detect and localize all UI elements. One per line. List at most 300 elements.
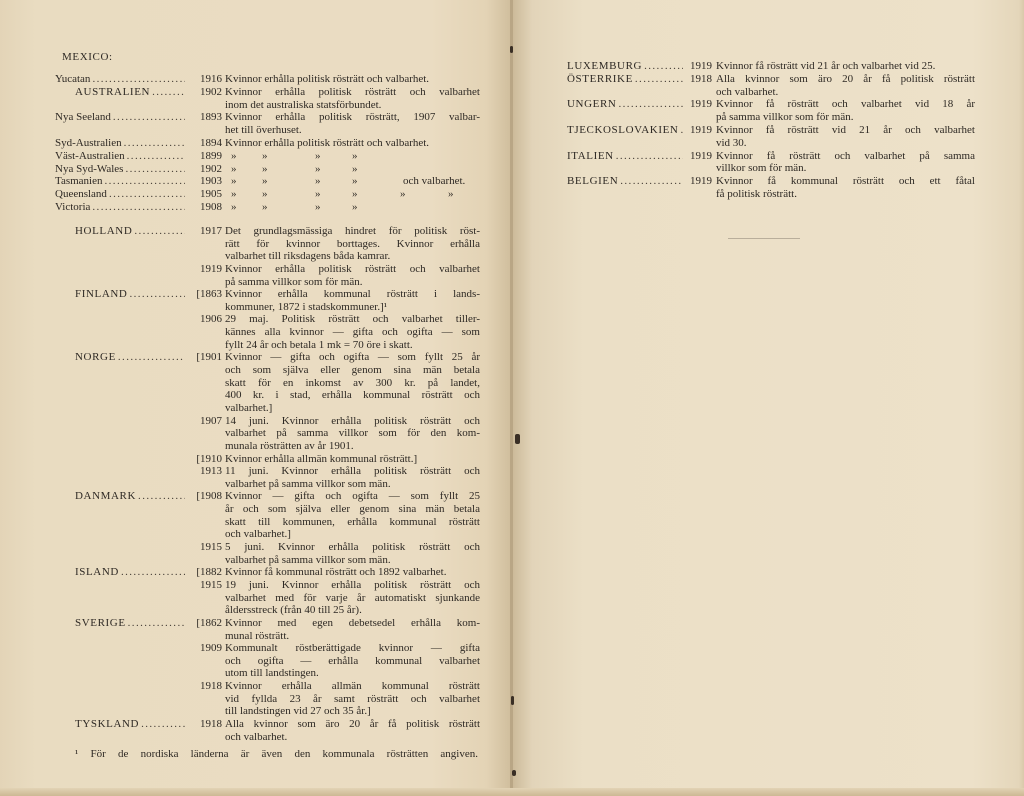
- label-cell: [55, 566, 188, 579]
- entry-text-line: Kvinnor erhålla allmän kommunal rösträtt.]: [225, 452, 418, 465]
- label-cell: [567, 175, 686, 188]
- entry-continuation-row: [55, 99, 480, 112]
- ditto-mark: »: [352, 175, 358, 188]
- dot-leader: [127, 150, 185, 163]
- year: 1909: [200, 642, 222, 655]
- entry-text-line: rätt för kvinnor borttages. Kvinnor erhålla: [225, 237, 480, 250]
- entry-text-line: het till överhuset.: [225, 124, 302, 137]
- entry-text-line: Kvinnor få rösträtt vid 21 år och valbarhet: [716, 123, 975, 136]
- entry-text-line: [225, 163, 480, 176]
- dot-leader: [635, 73, 683, 86]
- label-cell: [55, 427, 188, 440]
- region-name: Väst-Australien: [55, 149, 125, 162]
- label-cell: [567, 137, 686, 150]
- entry-row: [567, 73, 975, 86]
- entry-row: [55, 111, 480, 124]
- entry-continuation-row: [567, 162, 975, 175]
- year: [188, 238, 222, 251]
- label-cell: [55, 389, 188, 402]
- entry-continuation-row: [55, 655, 480, 668]
- label-cell: [55, 617, 188, 630]
- country-name: FINLAND: [75, 288, 128, 301]
- year: [188, 250, 222, 263]
- label-cell: [55, 377, 188, 390]
- country-name: TYSKLAND: [75, 717, 140, 730]
- entry-text-line: Alla kvinnor som äro 20 år få politisk rösträtt: [225, 717, 480, 730]
- label-cell: [55, 440, 188, 453]
- entry-text-line: 5 juni. Kvinnor erhålla politisk rösträtt och: [225, 541, 480, 554]
- label-cell: [55, 693, 188, 706]
- year: [188, 301, 222, 314]
- year: 1894: [200, 136, 222, 149]
- entry-row: [55, 86, 480, 99]
- entry-text-line: 14 juni. Kvinnor erhålla politisk rösträtt och: [225, 414, 480, 427]
- entry-text-line: vid 30.: [716, 136, 747, 149]
- entry-text-line: valbarhet till riksdagens båda kamrar.: [225, 250, 391, 263]
- entry-text-line: kännes alla kvinnor — gifta och ogifta — som: [225, 326, 480, 339]
- ditto-mark: »: [400, 188, 406, 201]
- year: 1916: [200, 73, 222, 85]
- entry-text-line: valbarhet på samma villkor som män.: [225, 477, 391, 490]
- entry-text-line: 400 kr. i stad, erhålla kommunal rösträtt och: [225, 389, 480, 402]
- country-name: TJECKOSLOVAKIEN: [567, 123, 679, 136]
- ditto-mark: »: [315, 188, 321, 201]
- ditto-mark: »: [315, 162, 321, 175]
- entry-row: [55, 680, 480, 693]
- ditto-mark: »: [315, 149, 321, 162]
- label-cell: [55, 276, 188, 289]
- entry-text-line: Kvinnor erhålla politisk rösträtt och valbarhet.: [225, 73, 430, 85]
- label-cell: [55, 503, 188, 516]
- label-cell: [55, 313, 188, 326]
- entry-text-tail: och valbarhet.: [403, 175, 466, 188]
- entry-continuation-row: [55, 667, 480, 680]
- label-cell: [55, 490, 188, 503]
- entry-text-line: 11 juni. Kvinnor erhålla politisk rösträtt och: [225, 465, 480, 478]
- entry-text-line: Kvinnor få rösträtt och valbarhet på samma: [716, 149, 975, 162]
- entry-text-line: Kvinnor få kommunal rösträtt och ett fåtal: [716, 175, 975, 188]
- year: [188, 604, 222, 617]
- entry-text-line: valbarhet på samma villkor som för den kom-: [225, 427, 480, 440]
- label-cell: [55, 516, 188, 529]
- dot-leader: [141, 718, 185, 731]
- label-cell: [55, 326, 188, 339]
- entry-text-line: Kommunalt röstberättigade kvinnor — gifta: [225, 642, 480, 655]
- entry-text-line: på samma villkor som för män.: [716, 111, 854, 124]
- region-name: Victoria: [55, 200, 91, 213]
- entry-text-line: på samma villkor som för män.: [225, 275, 363, 288]
- label-cell: [55, 99, 188, 112]
- entry-continuation-row: [55, 402, 480, 415]
- year: [188, 276, 222, 289]
- entry-text-line: valbarhet.]: [225, 401, 273, 414]
- entry-continuation-row: [55, 440, 480, 453]
- year: [188, 630, 222, 643]
- year: [188, 528, 222, 541]
- year: [188, 99, 222, 112]
- country-name: ISLAND: [75, 566, 119, 579]
- dot-leader: [124, 137, 185, 150]
- label-cell: [567, 98, 686, 111]
- label-cell: [55, 250, 188, 263]
- year: 1915: [200, 541, 222, 554]
- label-cell: [55, 111, 188, 124]
- year: 1899: [200, 149, 222, 162]
- year: [188, 554, 222, 567]
- year: 1918: [200, 717, 222, 730]
- entry-text-line: Kvinnor — gifta och ogifta — som fyllt 25 år: [225, 351, 480, 364]
- entry-continuation-row: [55, 528, 480, 541]
- country-name: AUSTRALIEN: [75, 85, 151, 98]
- dot-leader: [118, 351, 185, 364]
- year: 1908: [200, 200, 222, 213]
- entry-text-line: utom till landstingen.: [225, 667, 319, 680]
- entry-continuation-row: [55, 731, 480, 744]
- entry-text-line: Alla kvinnor som äro 20 år få politisk rösträtt: [716, 72, 975, 85]
- entry-row: [55, 263, 480, 276]
- region-heading: MEXICO:: [62, 51, 113, 63]
- entry-row: [55, 313, 480, 326]
- year: 1902: [200, 162, 222, 175]
- region-name: Nya Seeland: [55, 111, 111, 124]
- binding-mark: [512, 770, 516, 776]
- year: 1903: [200, 175, 222, 188]
- entries-list: [55, 225, 480, 743]
- year: [686, 188, 712, 201]
- label-cell: [55, 554, 188, 567]
- entry-row: [55, 453, 480, 466]
- dot-leader: [113, 111, 185, 124]
- label-cell: [567, 60, 686, 73]
- entry-row: [55, 175, 480, 188]
- entry-text-line: Kvinnor erhålla allmän kommunal rösträtt: [225, 680, 480, 693]
- entry-row: [55, 465, 480, 478]
- label-cell: [567, 150, 686, 163]
- label-cell: [55, 592, 188, 605]
- entry-text-line: munala rösträtten av år 1901.: [225, 439, 354, 452]
- label-cell: [55, 201, 188, 214]
- entry-text-line: valbarhet på samma villkor som män.: [225, 553, 391, 566]
- entry-text-line: Kvinnor erhålla politisk rösträtt, 1907 valbar-: [225, 111, 480, 124]
- year: [686, 162, 712, 175]
- entry-text-line: och ogifta — erhålla kommunal valbarhet: [225, 654, 480, 667]
- entries-list: [567, 60, 975, 201]
- label-cell: [55, 263, 188, 276]
- label-cell: [567, 111, 686, 124]
- year: [188, 402, 222, 415]
- entry-continuation-row: [55, 250, 480, 263]
- label-cell: [55, 73, 188, 86]
- label-cell: [55, 705, 188, 718]
- dot-leader: [128, 617, 185, 630]
- entry-text-line: Kvinnor erhålla kommunal rösträtt i lands-: [225, 288, 480, 301]
- entry-continuation-row: [55, 604, 480, 617]
- label-cell: [55, 137, 188, 150]
- dot-leader: [121, 566, 185, 579]
- region-name: Yucatan: [55, 73, 91, 85]
- dot-leader: [129, 288, 185, 301]
- entry-continuation-row: [55, 301, 480, 314]
- entry-continuation-row: [55, 124, 480, 137]
- ditto-mark: »: [262, 149, 268, 162]
- year: 1907: [200, 414, 222, 427]
- entry-continuation-row: [55, 693, 480, 706]
- entry-continuation-row: [567, 188, 975, 201]
- entry-text-line: vid fyllda 23 år samt rösträtt och valbarhet: [225, 692, 480, 705]
- year: [188, 377, 222, 390]
- entry-continuation-row: [55, 427, 480, 440]
- entry-row: [55, 188, 480, 201]
- entry-text-line: Kvinnor erhålla politisk rösträtt och valbarhet: [225, 262, 480, 275]
- label-cell: [55, 465, 188, 478]
- entry-text-line: skatt till kommunen, erhålla kommunal rösträtt: [225, 515, 480, 528]
- entry-continuation-row: [567, 86, 975, 99]
- ditto-mark: »: [352, 162, 358, 175]
- label-cell: [567, 73, 686, 86]
- entry-text-line: Kvinnor — gifta och ogifta — som fyllt 25: [225, 490, 480, 503]
- dot-leader: [138, 490, 185, 503]
- label-cell: [567, 86, 686, 99]
- label-cell: [55, 351, 188, 364]
- entry-row: [55, 288, 480, 301]
- year: [188, 655, 222, 668]
- dot-leader: [92, 201, 185, 214]
- ditto-mark: »: [352, 200, 358, 213]
- binding-mark: [510, 46, 513, 53]
- entry-row: [567, 175, 975, 188]
- entry-row: [55, 201, 480, 214]
- entry-row: [567, 60, 975, 73]
- entry-row: [567, 150, 975, 163]
- entry-text-line: och valbarhet.: [716, 85, 779, 98]
- year: [188, 440, 222, 453]
- entry-text-line: Kvinnor med egen debetsedel erhålla kom-: [225, 616, 480, 629]
- section-divider: [728, 238, 800, 239]
- country-name: NORGE: [75, 351, 116, 364]
- year: [1901: [196, 351, 222, 364]
- label-cell: [55, 339, 188, 352]
- year: [188, 693, 222, 706]
- label-cell: [55, 680, 188, 693]
- entry-continuation-row: [567, 137, 975, 150]
- year: [188, 427, 222, 440]
- entry-row: [55, 73, 480, 86]
- country-name: SVERIGE: [75, 616, 126, 629]
- entry-text-line: kommuner, 1872 i stadskommuner.]¹: [225, 300, 388, 313]
- year: [1908: [196, 490, 222, 503]
- year: [188, 592, 222, 605]
- region-name: Syd-Australien: [55, 136, 122, 149]
- label-cell: [55, 188, 188, 201]
- entry-continuation-row: [55, 478, 480, 491]
- country-name: ITALIEN: [567, 149, 614, 162]
- year: [188, 389, 222, 402]
- footnote: ¹ För de nordiska länderna är även den kommunala rösträtten angiven.: [75, 748, 478, 760]
- label-cell: [55, 718, 188, 731]
- year: 1918: [200, 680, 222, 693]
- label-cell: [55, 630, 188, 643]
- dot-leader: [680, 124, 683, 137]
- entry-row: [55, 137, 480, 150]
- entry-row: [55, 225, 480, 238]
- year: [188, 326, 222, 339]
- dot-leader: [152, 86, 185, 99]
- label-cell: [55, 579, 188, 592]
- entry-text-line: [225, 201, 480, 214]
- label-cell: [55, 731, 188, 744]
- entry-text-line: till landstingen vid 27 och 35 år.]: [225, 705, 371, 718]
- label-cell: [55, 86, 188, 99]
- entry-text-line: Kvinnor få rösträtt vid 21 år och valbarhet vid 25.: [716, 60, 936, 72]
- entry-row: [567, 124, 975, 137]
- entry-text-line: Kvinnor få rösträtt och valbarhet vid 18 år: [716, 98, 975, 111]
- year: 1919: [690, 98, 712, 111]
- label-cell: [55, 124, 188, 137]
- entry-row: [55, 163, 480, 176]
- country-name: LUXEMBURG: [567, 60, 643, 72]
- entry-continuation-row: [55, 630, 480, 643]
- year: [1863: [196, 288, 222, 301]
- label-cell: [55, 642, 188, 655]
- entry-continuation-row: [55, 377, 480, 390]
- entry-row: [55, 617, 480, 630]
- region-name: Nya Syd-Wales: [55, 162, 124, 175]
- label-cell: [55, 604, 188, 617]
- dot-leader: [109, 188, 185, 201]
- entry-text-line: [225, 175, 480, 188]
- year: [1862: [196, 616, 222, 629]
- entry-continuation-row: [55, 554, 480, 567]
- year: [188, 339, 222, 352]
- entry-continuation-row: [55, 339, 480, 352]
- year: [1882: [196, 566, 222, 579]
- ditto-mark: »: [352, 188, 358, 201]
- entry-continuation-row: [55, 503, 480, 516]
- year: [188, 503, 222, 516]
- entry-text-line: Kvinnor erhålla politisk rösträtt och valbarhet.: [225, 136, 430, 149]
- label-cell: [55, 163, 188, 176]
- entry-row: [55, 579, 480, 592]
- label-cell: [55, 402, 188, 415]
- entry-text-line: och valbarhet.: [225, 730, 288, 743]
- year: 1906: [200, 313, 222, 326]
- year: 1919: [690, 175, 712, 188]
- entry-text-line: munal rösträtt.: [225, 629, 290, 642]
- year: [686, 137, 712, 150]
- region-name: Tasmanien: [55, 175, 103, 188]
- entry-row: [55, 718, 480, 731]
- entry-text-line: Kvinnor erhålla politisk rösträtt och valbarhet: [225, 85, 480, 98]
- ditto-mark: »: [262, 188, 268, 201]
- country-name: BELGIEN: [567, 175, 619, 188]
- year: [188, 516, 222, 529]
- year: 1902: [200, 85, 222, 98]
- ditto-mark: »: [315, 200, 321, 213]
- entry-row: [55, 351, 480, 364]
- year: 1893: [200, 111, 222, 124]
- entry-continuation-row: [55, 364, 480, 377]
- book-spine: [510, 0, 513, 796]
- label-cell: [567, 124, 686, 137]
- label-cell: [55, 453, 188, 466]
- entry-text-line: skatt för en inkomst av 300 kr. på landet,: [225, 376, 480, 389]
- entry-text-line: och som själva eller genom sina män betala: [225, 364, 480, 377]
- entry-text-line: [225, 188, 480, 201]
- label-cell: [55, 528, 188, 541]
- country-name: UNGERN: [567, 98, 617, 111]
- entry-row: [55, 541, 480, 554]
- ditto-mark: »: [231, 200, 237, 213]
- binding-mark: [515, 434, 520, 444]
- entry-text-line: 19 juni. Kvinnor erhålla politisk rösträtt och: [225, 578, 480, 591]
- ditto-mark: »: [231, 175, 237, 188]
- year: 1919: [690, 60, 712, 72]
- entry-row: [55, 490, 480, 503]
- entry-text-line: fyllt 24 år och betala 1 mk = 70 öre i skatt.: [225, 338, 413, 351]
- label-cell: [55, 175, 188, 188]
- entry-row: [55, 642, 480, 655]
- label-cell: [55, 655, 188, 668]
- label-cell: [55, 478, 188, 491]
- ditto-mark: »: [262, 162, 268, 175]
- ditto-mark: »: [262, 200, 268, 213]
- label-cell: [567, 188, 686, 201]
- right-page: [512, 0, 1024, 796]
- entry-text-line: Kvinnor få kommunal rösträtt och 1892 valbarhet.: [225, 566, 447, 579]
- entry-continuation-row: [55, 592, 480, 605]
- dot-leader: [616, 150, 683, 163]
- entry-continuation-row: [55, 326, 480, 339]
- year: 1919: [690, 149, 712, 162]
- year: [188, 478, 222, 491]
- dot-leader: [618, 98, 683, 111]
- entry-text-line: villkor som för män.: [716, 162, 807, 175]
- label-cell: [567, 162, 686, 175]
- entry-row: [55, 150, 480, 163]
- label-cell: [55, 150, 188, 163]
- entry-row: [55, 415, 480, 428]
- dot-leader: [620, 175, 683, 188]
- entry-continuation-row: [55, 389, 480, 402]
- ditto-mark: »: [262, 175, 268, 188]
- year: [188, 705, 222, 718]
- entries-list: [55, 73, 480, 214]
- label-cell: [55, 288, 188, 301]
- entry-text-line: få politisk rösträtt.: [716, 187, 797, 200]
- country-name: HOLLAND: [75, 225, 133, 237]
- ditto-mark: »: [231, 188, 237, 201]
- entry-text-line: och valbarhet.]: [225, 528, 291, 541]
- label-cell: [55, 225, 188, 238]
- ditto-mark: »: [231, 149, 237, 162]
- entry-text-line: 29 maj. Politisk rösträtt och valbarhet tiller-: [225, 313, 480, 326]
- label-cell: [55, 364, 188, 377]
- ditto-mark: »: [448, 188, 454, 201]
- year: [1910: [196, 452, 222, 465]
- page-bottom-edge: [0, 788, 1024, 796]
- year: 1905: [200, 188, 222, 201]
- label-cell: [55, 541, 188, 554]
- label-cell: [55, 238, 188, 251]
- dot-leader: [134, 225, 185, 238]
- entry-continuation-row: [55, 516, 480, 529]
- entry-text-line: valbarhet med för varje år automatiskt sjunkande: [225, 591, 480, 604]
- dot-leader: [105, 175, 186, 188]
- entry-continuation-row: [55, 276, 480, 289]
- dot-leader: [644, 60, 683, 73]
- binding-mark: [511, 696, 514, 705]
- entry-row: [567, 98, 975, 111]
